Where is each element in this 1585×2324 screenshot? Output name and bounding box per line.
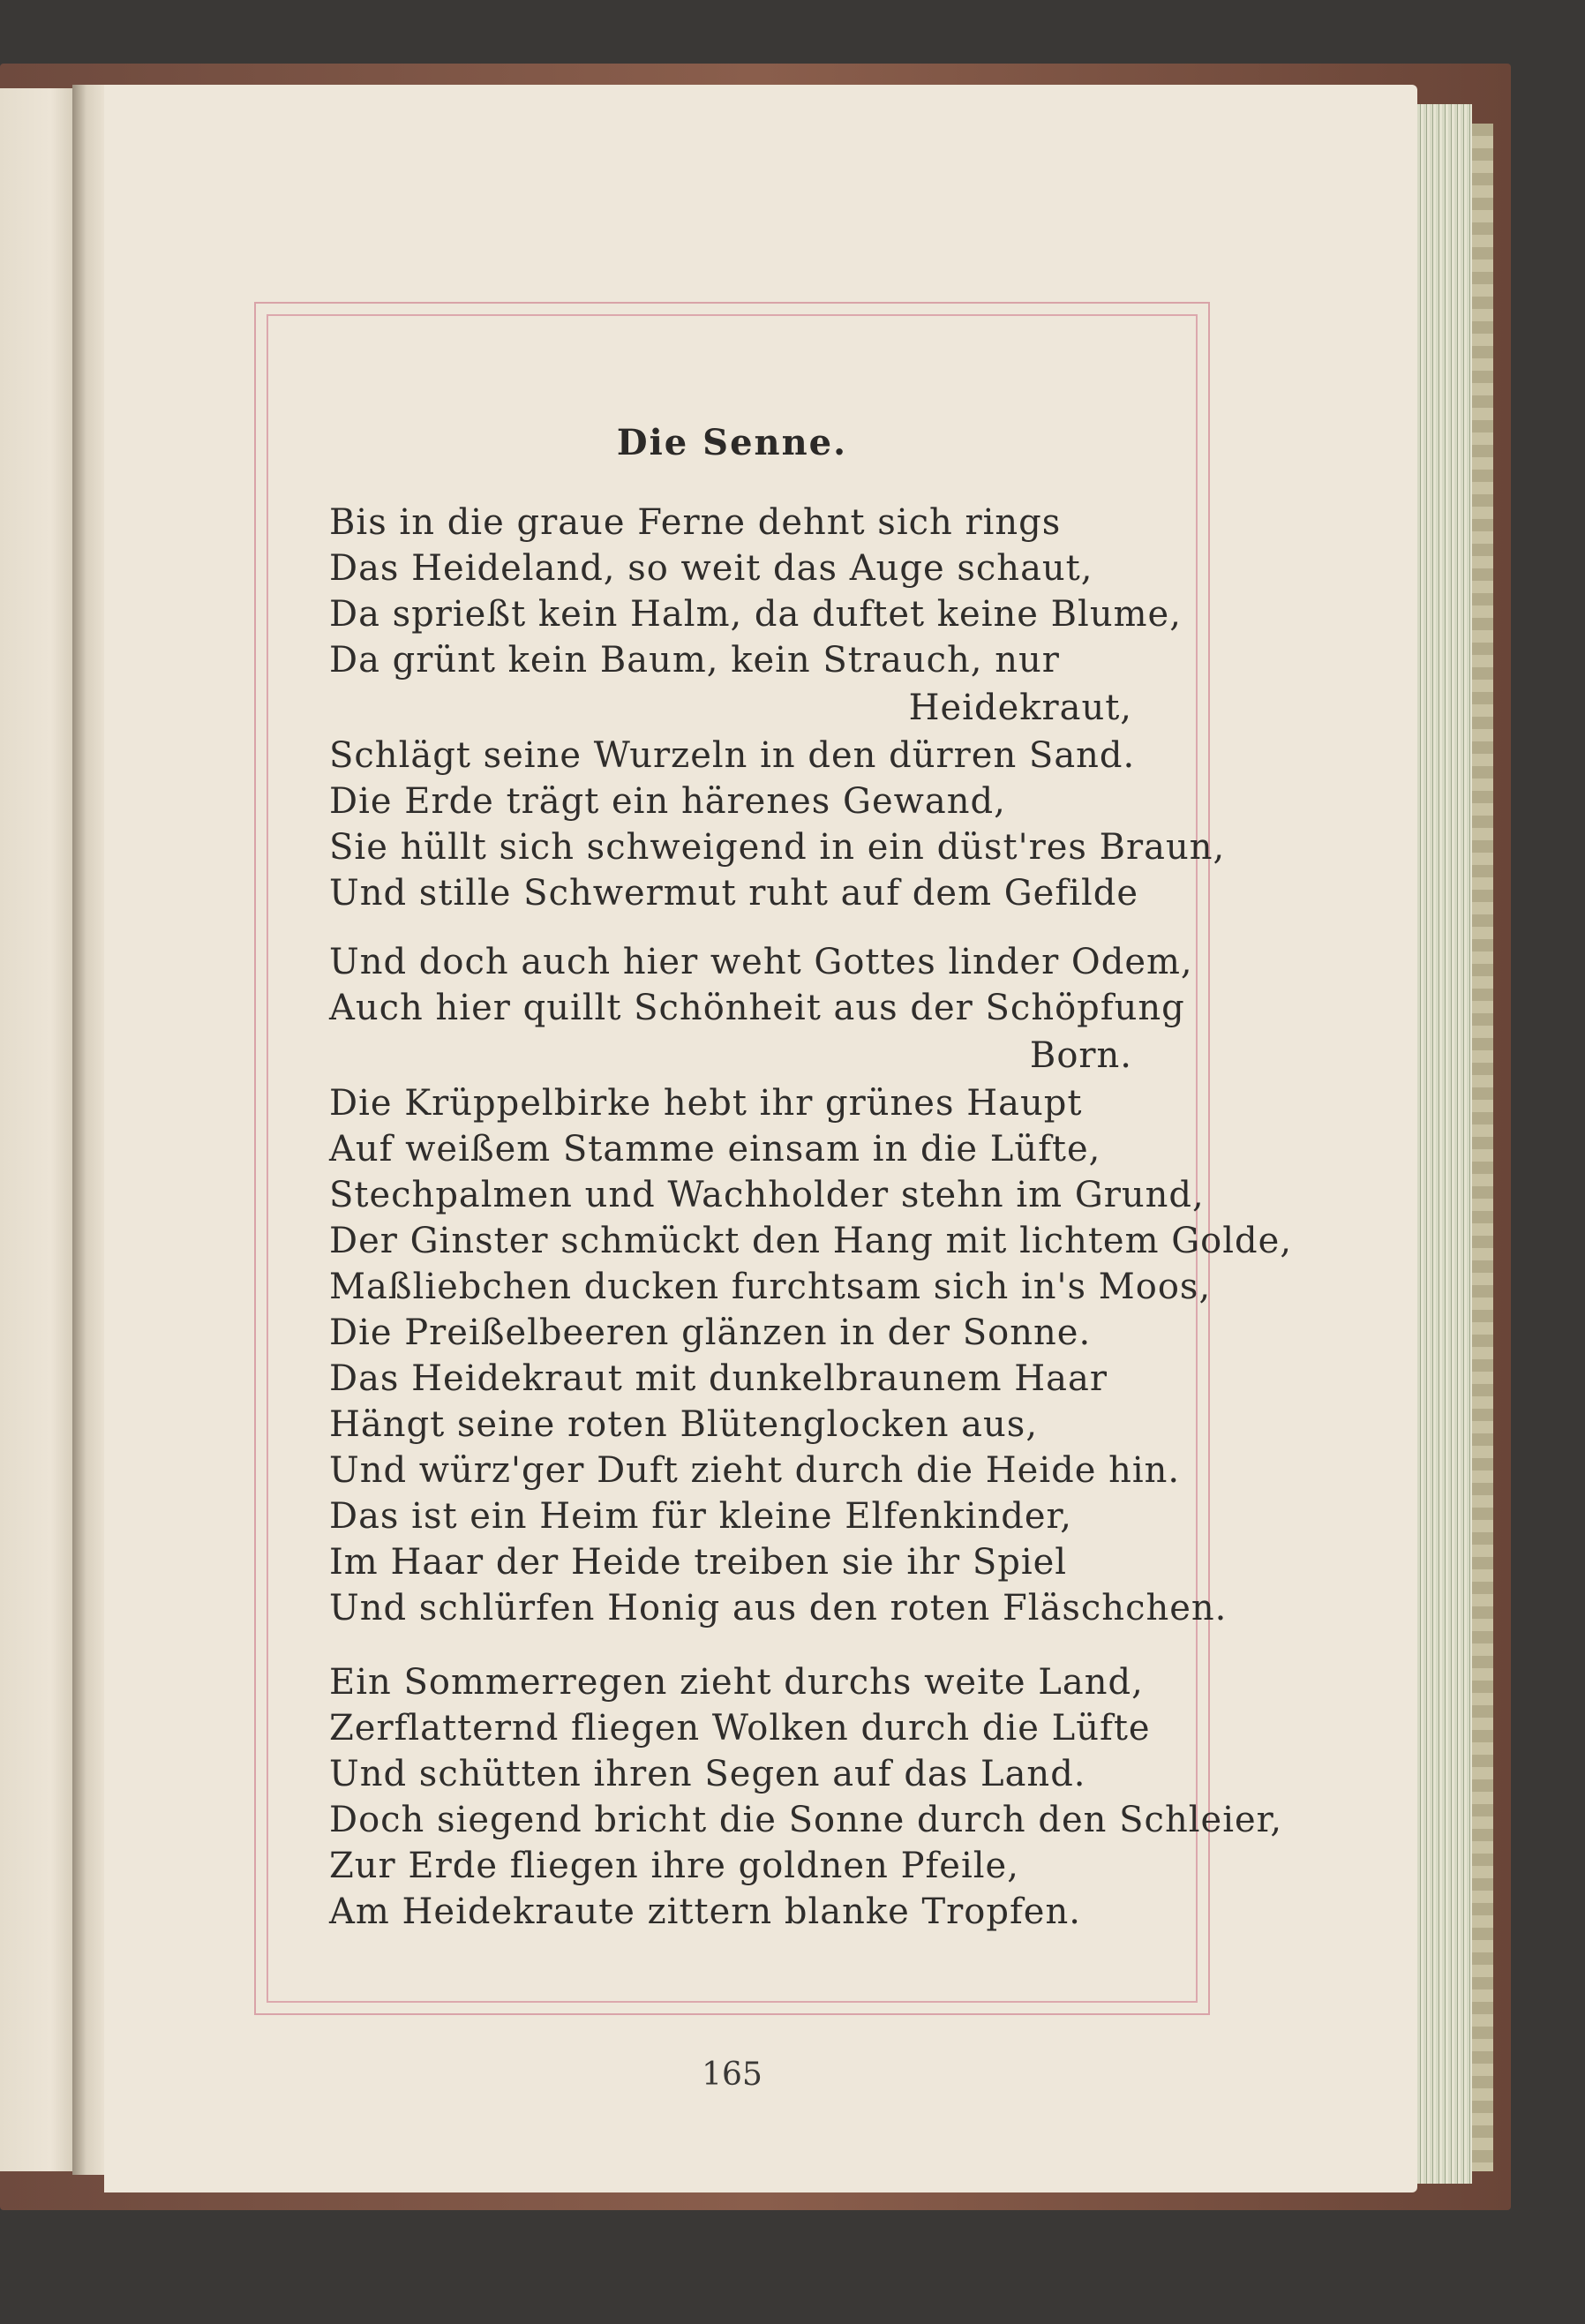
poem-line: Und doch auch hier weht Gottes linder Odem,: [329, 942, 1193, 982]
page-block-edges: [1417, 104, 1472, 2184]
poem-line: Die Preißelbeeren glänzen in der Sonne.: [329, 1312, 1092, 1353]
poem-line: Zerflatternd fliegen Wolken durch die Lüfte: [329, 1708, 1151, 1749]
book-gutter: [72, 85, 108, 2175]
poem-line: Der Ginster schmückt den Hang mit lichtem Golde,: [329, 1221, 1293, 1261]
poem-line: Ein Sommerregen zieht durchs weite Land,: [329, 1662, 1144, 1703]
poem-line-continuation: Heidekraut,: [908, 688, 1132, 728]
poem-line: Und würz'ger Duft zieht durch die Heide hin.: [329, 1450, 1181, 1491]
poem-line: Das ist ein Heim für kleine Elfenkinder,: [329, 1496, 1072, 1537]
poem-line: Am Heidekraute zittern blanke Tropfen.: [329, 1892, 1081, 1932]
poem-line: Doch siegend bricht die Sonne durch den Schleier,: [329, 1800, 1283, 1840]
poem-line: Zur Erde fliegen ihre goldnen Pfeile,: [329, 1846, 1019, 1886]
poem-line: Und stille Schwermut ruht auf dem Gefilde: [329, 873, 1139, 914]
poem-line: Das Heideland, so weit das Auge schaut,: [329, 548, 1093, 589]
poem-line: Und schlürfen Honig aus den roten Fläschchen.: [329, 1588, 1228, 1628]
poem-line: Bis in die graue Ferne dehnt sich rings: [329, 502, 1062, 543]
poem-line: Maßliebchen ducken furchtsam sich in's Moos,: [329, 1267, 1212, 1307]
page-number: 165: [702, 2057, 762, 2093]
poem-line: Das Heidekraut mit dunkelbraunem Haar: [329, 1358, 1108, 1399]
poem-line: Auf weißem Stamme einsam in die Lüfte,: [329, 1129, 1101, 1170]
poem-line: Im Haar der Heide treiben sie ihr Spiel: [329, 1542, 1068, 1583]
poem-line: Stechpalmen und Wachholder stehn im Grund,: [329, 1175, 1205, 1215]
poem-line: Da sprießt kein Halm, da duftet keine Blume,: [329, 594, 1182, 635]
poem-line: Und schütten ihren Segen auf das Land.: [329, 1754, 1086, 1794]
poem-line: Auch hier quillt Schönheit aus der Schöpfung: [329, 988, 1185, 1028]
poem-line: Da grünt kein Baum, kein Strauch, nur: [329, 640, 1060, 681]
poem-line: Hängt seine roten Blütenglocken aus,: [329, 1404, 1039, 1445]
poem-line-continuation: Born.: [1029, 1035, 1132, 1076]
poem-title: Die Senne.: [616, 422, 848, 463]
page-edge-pattern: [1472, 124, 1493, 2171]
poem-line: Die Erde trägt ein härenes Gewand,: [329, 781, 1006, 822]
poem-line: Schlägt seine Wurzeln in den dürren Sand.: [329, 735, 1136, 776]
poem-line: Die Krüppelbirke hebt ihr grünes Haupt: [329, 1083, 1083, 1124]
left-page-edge: [0, 88, 72, 2171]
poem-line: Sie hüllt sich schweigend in ein düst'res Braun,: [329, 827, 1226, 868]
